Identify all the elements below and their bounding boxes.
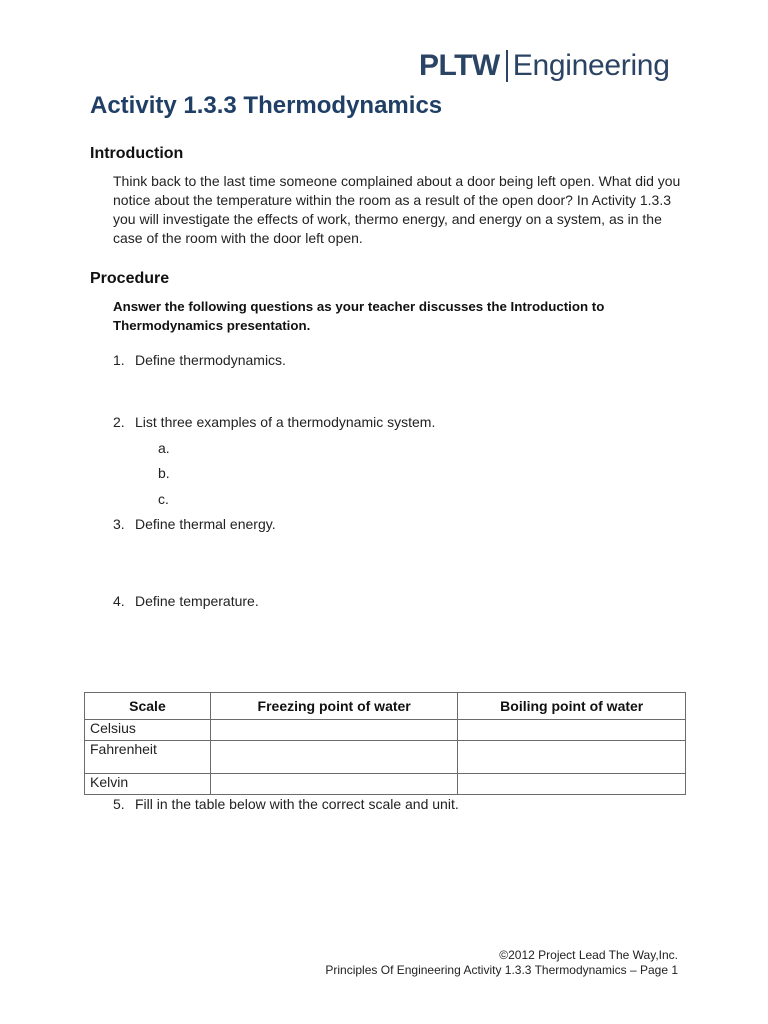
question-text: Define thermodynamics.	[135, 352, 286, 368]
question-4	[113, 593, 259, 609]
table-row	[85, 720, 686, 741]
answer-item-b: b.	[158, 465, 170, 481]
freezing-cell[interactable]	[210, 774, 458, 795]
freezing-cell[interactable]	[210, 741, 458, 774]
answer-item-c: c.	[158, 491, 169, 507]
boiling-cell[interactable]	[458, 720, 686, 741]
answer-item-a: a.	[158, 440, 170, 456]
table-row	[85, 741, 686, 774]
procedure-heading: Procedure	[90, 270, 170, 287]
table-header-row	[85, 693, 686, 720]
question-number: 1.	[113, 352, 125, 368]
scale-cell: Kelvin	[85, 774, 211, 795]
footer-copyright: ©2012 Project Lead The Way,Inc.	[499, 948, 678, 962]
freezing-cell[interactable]	[210, 720, 458, 741]
question-3	[113, 516, 276, 532]
scale-cell: Celsius	[85, 720, 211, 741]
question-number: 4.	[113, 593, 125, 609]
question-text: Fill in the table below with the correct scale and unit.	[135, 796, 459, 812]
question-number: 2.	[113, 414, 125, 430]
boiling-cell[interactable]	[458, 741, 686, 774]
question-number: 5.	[113, 796, 125, 812]
boiling-cell[interactable]	[458, 774, 686, 795]
logo-divider	[506, 50, 508, 82]
procedure-instructions: Answer the following questions as your teacher discusses the Introduction to Thermodynamics presentation.	[113, 299, 605, 333]
pltw-engineering-logo	[419, 48, 670, 84]
logo-text: Engineering	[512, 49, 670, 82]
page-title: Activity 1.3.3 Thermodynamics	[90, 92, 443, 119]
temperature-scale-table	[84, 692, 686, 795]
question-number: 3.	[113, 516, 125, 532]
question-text: Define thermal energy.	[135, 516, 276, 532]
question-text: Define temperature.	[135, 593, 259, 609]
header-boiling-point: Boiling point of water	[458, 693, 686, 720]
question-text: List three examples of a thermodynamic system.	[135, 414, 436, 430]
footer-page-label: Principles Of Engineering Activity 1.3.3 Thermodynamics – Page 1	[325, 963, 678, 977]
introduction-body: Think back to the last time someone complained about a door being left open. What did you notice about the temperature within the room as a result of the open door? In Activity 1.3.3 you will investigate the effects of work, thermo energy, and energy on a system, as in the case of the room with the door left open.	[113, 173, 681, 246]
question-5	[113, 796, 459, 812]
scale-cell: Fahrenheit	[85, 741, 211, 774]
question-2	[113, 414, 435, 430]
header-scale: Scale	[85, 693, 211, 720]
header-freezing-point: Freezing point of water	[210, 693, 458, 720]
table-row	[85, 774, 686, 795]
introduction-heading: Introduction	[90, 145, 184, 162]
logo-mark: PLTW	[419, 49, 500, 82]
question-1	[113, 352, 286, 368]
